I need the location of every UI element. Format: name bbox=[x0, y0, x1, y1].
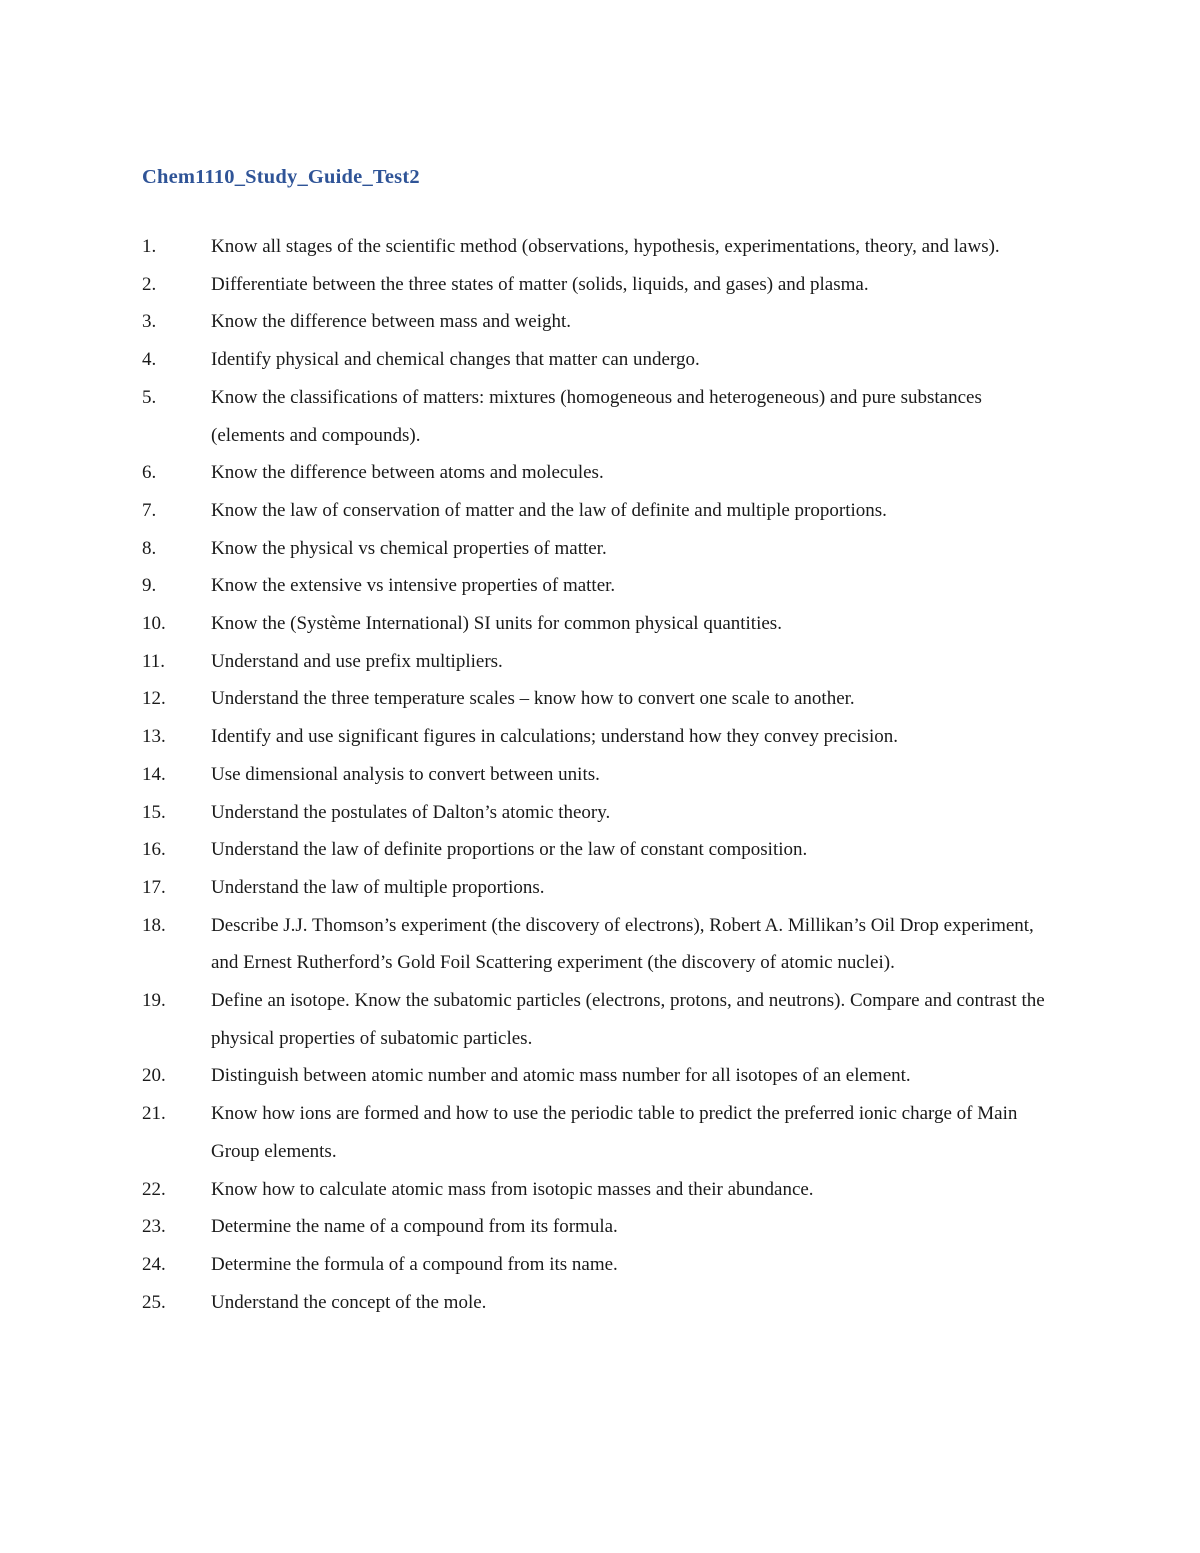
list-item bbox=[0, 303, 1200, 341]
document-title: Chem1110_Study_Guide_Test2 bbox=[142, 166, 420, 188]
list-item bbox=[0, 907, 1200, 982]
item-number: 8. bbox=[142, 537, 157, 559]
item-text: Know the difference between mass and weight. bbox=[211, 311, 571, 333]
list-item bbox=[0, 982, 1200, 1057]
item-text: Understand the three temperature scales – know how to convert one scale to another. bbox=[211, 688, 855, 710]
list-item bbox=[0, 1095, 1200, 1170]
item-text: Identify physical and chemical changes that matter can undergo. bbox=[211, 349, 700, 371]
item-number: 9. bbox=[142, 575, 157, 597]
item-text: Know the (Système International) SI units for common physical quantities. bbox=[211, 613, 782, 635]
item-text: Understand the law of multiple proportions. bbox=[211, 876, 545, 898]
item-number: 5. bbox=[142, 386, 157, 408]
list-item bbox=[0, 1246, 1200, 1284]
study-guide-list bbox=[0, 228, 1200, 1321]
item-text: Know the law of conservation of matter and the law of definite and multiple proportions. bbox=[211, 499, 887, 521]
item-text: Determine the name of a compound from its formula. bbox=[211, 1216, 618, 1238]
item-number: 7. bbox=[142, 499, 157, 521]
list-item bbox=[0, 869, 1200, 907]
item-number: 16. bbox=[142, 839, 166, 861]
list-item bbox=[0, 379, 1200, 454]
item-number: 21. bbox=[142, 1103, 166, 1125]
item-text: Understand and use prefix multipliers. bbox=[211, 650, 503, 672]
item-number: 2. bbox=[142, 273, 157, 295]
item-text: Know how to calculate atomic mass from isotopic masses and their abundance. bbox=[211, 1178, 814, 1200]
item-text: Know the difference between atoms and molecules. bbox=[211, 462, 604, 484]
item-text: Describe J.J. Thomson’s experiment (the discovery of electrons), Robert A. Millikan’s Oil Drop experiment, and Ernest Rutherford’s Gold Foil Scattering experiment (the discovery of atomic nuclei). bbox=[211, 914, 1034, 974]
item-text: Determine the formula of a compound from its name. bbox=[211, 1253, 618, 1275]
list-item bbox=[0, 228, 1200, 266]
list-item bbox=[0, 1057, 1200, 1095]
list-item bbox=[0, 831, 1200, 869]
item-number: 20. bbox=[142, 1065, 166, 1087]
list-item bbox=[0, 643, 1200, 681]
item-number: 24. bbox=[142, 1253, 166, 1275]
item-number: 3. bbox=[142, 311, 157, 333]
item-text: Understand the law of definite proportions or the law of constant composition. bbox=[211, 839, 808, 861]
list-item bbox=[0, 756, 1200, 794]
item-number: 4. bbox=[142, 349, 157, 371]
item-number: 23. bbox=[142, 1216, 166, 1238]
item-text: Know all stages of the scientific method (observations, hypothesis, experimentations, theory, and laws). bbox=[211, 236, 1000, 257]
list-item bbox=[0, 1208, 1200, 1246]
list-item bbox=[0, 530, 1200, 568]
item-text: Identify and use significant figures in calculations; understand how they convey precision. bbox=[211, 726, 898, 748]
item-text: Know the classifications of matters: mixtures (homogeneous and heterogeneous) and pure substances (elements and compounds). bbox=[211, 386, 982, 446]
item-text: Know the extensive vs intensive properties of matter. bbox=[211, 575, 616, 597]
item-text: Differentiate between the three states of matter (solids, liquids, and gases) and plasma. bbox=[211, 273, 869, 295]
item-number: 19. bbox=[142, 990, 166, 1012]
item-text: Distinguish between atomic number and atomic mass number for all isotopes of an element. bbox=[211, 1065, 911, 1087]
list-item bbox=[0, 605, 1200, 643]
list-item bbox=[0, 1284, 1200, 1322]
item-number: 12. bbox=[142, 688, 166, 710]
item-text: Use dimensional analysis to convert between units. bbox=[211, 763, 600, 785]
item-number: 11. bbox=[142, 650, 166, 672]
list-item bbox=[0, 567, 1200, 605]
item-text: Know the physical vs chemical properties of matter. bbox=[211, 537, 607, 559]
item-number: 17. bbox=[142, 876, 166, 898]
item-number: 18. bbox=[142, 914, 166, 936]
list-item bbox=[0, 266, 1200, 304]
item-text: Define an isotope. Know the subatomic particles (electrons, protons, and neutrons). Compare and contrast the physical properties of subatomic particles. bbox=[211, 990, 1045, 1049]
list-item bbox=[0, 454, 1200, 492]
list-item bbox=[0, 718, 1200, 756]
item-number: 13. bbox=[142, 726, 166, 748]
list-item bbox=[0, 341, 1200, 379]
item-number: 14. bbox=[142, 763, 166, 785]
item-number: 10. bbox=[142, 613, 166, 635]
item-number: 1. bbox=[142, 236, 157, 257]
list-item bbox=[0, 680, 1200, 718]
item-number: 25. bbox=[142, 1291, 166, 1313]
item-text: Understand the postulates of Dalton’s atomic theory. bbox=[211, 801, 611, 823]
list-item bbox=[0, 1171, 1200, 1209]
item-number: 6. bbox=[142, 462, 157, 484]
list-item bbox=[0, 794, 1200, 832]
item-text: Understand the concept of the mole. bbox=[211, 1291, 487, 1313]
item-number: 15. bbox=[142, 801, 166, 823]
list-item bbox=[0, 492, 1200, 530]
item-number: 22. bbox=[142, 1178, 166, 1200]
item-text: Know how ions are formed and how to use the periodic table to predict the preferred ionic charge of Main Group elements. bbox=[211, 1103, 1018, 1162]
